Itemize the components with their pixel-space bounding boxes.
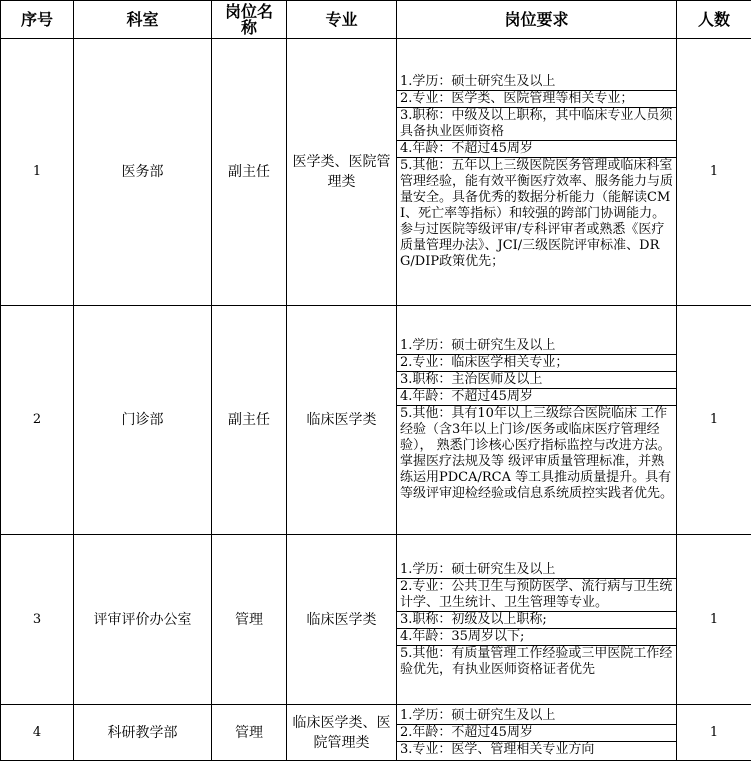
requirement-item: 3.职称：中级及以上职称，其中临床专业人员须具备执业医师资格 — [397, 108, 676, 141]
table-row — [1, 535, 751, 705]
header-position: 岗位名称 — [212, 1, 287, 39]
row-position: 副主任 — [212, 39, 287, 306]
row-requirements — [397, 39, 677, 306]
header-count: 人数 — [677, 1, 751, 39]
requirement-item: 3.专业：医学、管理相关专业方向 — [400, 741, 595, 757]
header-dept: 科室 — [74, 1, 212, 39]
requirement-item: 2.年龄：不超过45周岁 — [397, 725, 676, 742]
requirement-item: 4.年龄：不超过45周岁 — [397, 141, 676, 158]
requirement-item: 2.专业：临床医学相关专业； — [397, 355, 676, 372]
requirement-item: 3.职称：主治医师及以上 — [397, 372, 676, 389]
requirement-item: 1.学历：硕士研究生及以上 — [397, 708, 676, 725]
row-seq: 2 — [1, 306, 74, 535]
row-requirements — [397, 306, 677, 535]
requirement-item: 5.其他：有质量管理工作经验或三甲医院工作经验优先，有执业医师资格证者优先 — [400, 645, 673, 677]
row-seq: 4 — [1, 705, 74, 761]
row-position: 副主任 — [212, 306, 287, 535]
requirement-item: 2.专业：医学类、医院管理等相关专业； — [397, 91, 676, 108]
requirement-item: 2.专业：公共卫生与预防医学、流行病与卫生统计学、卫生统计、卫生管理等专业。 — [397, 579, 676, 612]
table-row — [1, 705, 751, 761]
requirement-item: 3.职称：初级及以上职称; — [397, 612, 676, 629]
requirement-item: 4.年龄：35周岁以下; — [397, 629, 676, 646]
header-major: 专业 — [287, 1, 397, 39]
row-major: 临床医学类 — [287, 535, 397, 705]
row-seq: 3 — [1, 535, 74, 705]
requirement-item: 5.其他：具有10年以上三级综合医院临床 工作经验（含3年以上门诊/医务或临床医疗管理经验）， 熟悉门诊核心医疗指标监控与改进方法。掌握医疗法规及等 级评审质量管理标准，并熟练运用PDCA/RCA 等工具推动质量提升。具有等级评审迎检经验或信息系统质控实践者优先。 — [400, 406, 674, 501]
header-row — [1, 1, 751, 39]
row-count: 1 — [677, 705, 751, 761]
row-position: 管理 — [212, 535, 287, 705]
table-row — [1, 306, 751, 535]
row-dept: 医务部 — [74, 39, 212, 306]
row-count: 1 — [677, 39, 751, 306]
row-requirements — [397, 535, 677, 705]
row-seq: 1 — [1, 39, 74, 306]
requirement-item: 1.学历：硕士研究生及以上 — [397, 562, 676, 579]
requirement-item: 1.学历：硕士研究生及以上 — [397, 338, 676, 355]
row-dept: 门诊部 — [74, 306, 212, 535]
requirement-item: 5.其他：五年以上三级医院医务管理或临床科室管理经验，能有效平衡医疗效率、服务能力与质量安全。具备优秀的数据分析能力（能解读CMI、死亡率等指标）和较强的跨部门协调能力。参与过医院等级评审/专科评审者或熟悉《医疗质量管理办法》、JCI/三级医院评审标准、DRG/DIP政策优先； — [400, 158, 674, 269]
requirement-item: 4.年龄：不超过45周岁 — [397, 389, 676, 406]
row-major: 临床医学类、医院管理类 — [287, 705, 397, 761]
row-count: 1 — [677, 306, 751, 535]
row-count: 1 — [677, 535, 751, 705]
row-dept: 科研教学部 — [74, 705, 212, 761]
row-position: 管理 — [212, 705, 287, 761]
requirement-item: 1.学历：硕士研究生及以上 — [397, 74, 676, 91]
row-requirements — [397, 705, 677, 761]
header-requirements: 岗位要求 — [397, 1, 677, 39]
row-major: 医学类、医院管理类 — [287, 39, 397, 306]
table-row — [1, 39, 751, 306]
header-seq: 序号 — [1, 1, 74, 39]
row-dept: 评审评价办公室 — [74, 535, 212, 705]
row-major: 临床医学类 — [287, 306, 397, 535]
